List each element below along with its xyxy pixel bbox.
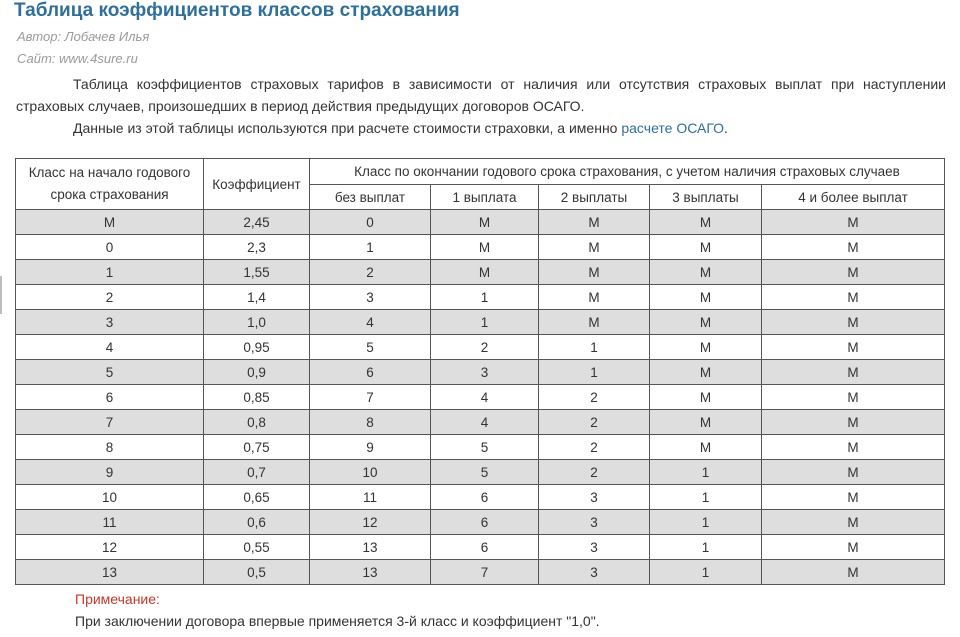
cell-2-payments: 3 <box>539 535 650 560</box>
cell-coefficient: 2,45 <box>204 210 310 235</box>
cell-2-payments: М <box>539 210 650 235</box>
cell-4-plus-payments: М <box>762 360 945 385</box>
page-title: Таблица коэффициентов классов страхования <box>14 0 460 21</box>
cell-2-payments: М <box>539 285 650 310</box>
cell-coefficient: 0,75 <box>204 435 310 460</box>
cell-no-payments: 7 <box>310 385 431 410</box>
table-row <box>16 485 945 510</box>
cell-no-payments: 13 <box>310 560 431 585</box>
table-row <box>16 310 945 335</box>
cell-4-plus-payments: М <box>762 510 945 535</box>
site-line: Сайт: www.4sure.ru <box>17 51 138 66</box>
cell-4-plus-payments: М <box>762 235 945 260</box>
cell-coefficient: 1,4 <box>204 285 310 310</box>
cell-1-payment: М <box>431 260 539 285</box>
cell-3-payments: М <box>650 260 762 285</box>
cell-class-start: 0 <box>16 235 204 260</box>
cell-coefficient: 0,9 <box>204 360 310 385</box>
cell-2-payments: М <box>539 310 650 335</box>
header-4-plus-payments: 4 и более выплат <box>762 185 945 210</box>
cell-coefficient: 0,8 <box>204 410 310 435</box>
cell-2-payments: 2 <box>539 460 650 485</box>
cell-coefficient: 0,95 <box>204 335 310 360</box>
cell-3-payments: 1 <box>650 535 762 560</box>
cell-coefficient: 0,55 <box>204 535 310 560</box>
cell-4-plus-payments: М <box>762 260 945 285</box>
cell-class-start: 8 <box>16 435 204 460</box>
cell-coefficient: 0,7 <box>204 460 310 485</box>
intro-paragraph-1: Таблица коэффициентов страховых тарифов в зависимости от наличия или отсутствия страховых выплат при наступлении страховых случаев, произошедших в период действия предыдущих договоров ОСАГО. <box>16 76 946 114</box>
cell-4-plus-payments: М <box>762 285 945 310</box>
note-text: При заключении договора впервые применяется 3-й класс и коэффициент "1,0". <box>75 613 600 629</box>
cell-class-start: М <box>16 210 204 235</box>
cell-class-start: 10 <box>16 485 204 510</box>
cell-3-payments: 1 <box>650 560 762 585</box>
cell-class-start: 3 <box>16 310 204 335</box>
header-no-payments: без выплат <box>310 185 431 210</box>
cell-3-payments: М <box>650 310 762 335</box>
cell-4-plus-payments: М <box>762 560 945 585</box>
osago-calc-link[interactable]: расчете ОСАГО <box>621 120 725 136</box>
cell-3-payments: М <box>650 285 762 310</box>
cell-class-start: 6 <box>16 385 204 410</box>
table-row <box>16 235 945 260</box>
table-row <box>16 285 945 310</box>
table-row <box>16 260 945 285</box>
intro-text <box>16 73 946 139</box>
cell-class-start: 9 <box>16 460 204 485</box>
cell-4-plus-payments: М <box>762 210 945 235</box>
cell-4-plus-payments: М <box>762 385 945 410</box>
cell-1-payment: 3 <box>431 360 539 385</box>
cell-no-payments: 13 <box>310 535 431 560</box>
cell-4-plus-payments: М <box>762 335 945 360</box>
cell-class-start: 13 <box>16 560 204 585</box>
cell-3-payments: М <box>650 410 762 435</box>
cell-4-plus-payments: М <box>762 460 945 485</box>
table-row <box>16 435 945 460</box>
cell-3-payments: М <box>650 235 762 260</box>
cell-no-payments: 6 <box>310 360 431 385</box>
cell-coefficient: 1,0 <box>204 310 310 335</box>
cell-no-payments: 1 <box>310 235 431 260</box>
cell-no-payments: 5 <box>310 335 431 360</box>
table-row <box>16 410 945 435</box>
cell-class-start: 11 <box>16 510 204 535</box>
cell-4-plus-payments: М <box>762 485 945 510</box>
intro-paragraph-2-text: Данные из этой таблицы используются при расчете стоимости страховки, а именно <box>73 120 622 136</box>
cell-3-payments: М <box>650 435 762 460</box>
cell-4-plus-payments: М <box>762 310 945 335</box>
left-edge-bar <box>0 276 2 314</box>
cell-1-payment: 6 <box>431 485 539 510</box>
table-row <box>16 335 945 360</box>
cell-2-payments: М <box>539 235 650 260</box>
cell-4-plus-payments: М <box>762 535 945 560</box>
cell-class-start: 2 <box>16 285 204 310</box>
cell-class-start: 5 <box>16 360 204 385</box>
header-class-start: Класс на начало годового срока страхования <box>16 159 204 210</box>
cell-no-payments: 8 <box>310 410 431 435</box>
cell-1-payment: 6 <box>431 510 539 535</box>
cell-3-payments: М <box>650 360 762 385</box>
table-row <box>16 385 945 410</box>
cell-3-payments: М <box>650 210 762 235</box>
cell-3-payments: М <box>650 335 762 360</box>
note-label: Примечание: <box>75 591 160 607</box>
cell-2-payments: 2 <box>539 385 650 410</box>
intro-paragraph-2 <box>16 117 946 139</box>
cell-coefficient: 0,6 <box>204 510 310 535</box>
cell-2-payments: 2 <box>539 435 650 460</box>
cell-2-payments: М <box>539 260 650 285</box>
header-3-payments: 3 выплаты <box>650 185 762 210</box>
coefficient-table <box>15 158 945 585</box>
cell-4-plus-payments: М <box>762 435 945 460</box>
cell-3-payments: 1 <box>650 485 762 510</box>
cell-1-payment: 4 <box>431 385 539 410</box>
cell-1-payment: 7 <box>431 560 539 585</box>
cell-1-payment: 2 <box>431 335 539 360</box>
cell-1-payment: 4 <box>431 410 539 435</box>
cell-coefficient: 0,85 <box>204 385 310 410</box>
cell-1-payment: 6 <box>431 535 539 560</box>
cell-no-payments: 0 <box>310 210 431 235</box>
cell-class-start: 1 <box>16 260 204 285</box>
cell-4-plus-payments: М <box>762 410 945 435</box>
cell-2-payments: 1 <box>539 335 650 360</box>
cell-1-payment: М <box>431 235 539 260</box>
cell-no-payments: 2 <box>310 260 431 285</box>
table-row <box>16 360 945 385</box>
cell-coefficient: 0,5 <box>204 560 310 585</box>
cell-no-payments: 12 <box>310 510 431 535</box>
cell-2-payments: 2 <box>539 410 650 435</box>
cell-no-payments: 10 <box>310 460 431 485</box>
cell-1-payment: 1 <box>431 285 539 310</box>
cell-1-payment: 5 <box>431 460 539 485</box>
table-body <box>16 210 945 585</box>
intro-paragraph-2-end: . <box>724 120 728 136</box>
cell-no-payments: 3 <box>310 285 431 310</box>
cell-1-payment: М <box>431 210 539 235</box>
cell-3-payments: 1 <box>650 510 762 535</box>
table-row <box>16 210 945 235</box>
author-line: Автор: Лобачев Илья <box>17 29 150 44</box>
cell-2-payments: 3 <box>539 560 650 585</box>
cell-no-payments: 9 <box>310 435 431 460</box>
cell-3-payments: М <box>650 385 762 410</box>
header-coefficient: Коэффициент <box>204 159 310 210</box>
cell-3-payments: 1 <box>650 460 762 485</box>
cell-2-payments: 3 <box>539 485 650 510</box>
table-row <box>16 460 945 485</box>
cell-1-payment: 5 <box>431 435 539 460</box>
cell-2-payments: 3 <box>539 510 650 535</box>
table-row <box>16 510 945 535</box>
cell-no-payments: 11 <box>310 485 431 510</box>
table-row <box>16 535 945 560</box>
cell-1-payment: 1 <box>431 310 539 335</box>
cell-coefficient: 2,3 <box>204 235 310 260</box>
header-1-payment: 1 выплата <box>431 185 539 210</box>
cell-class-start: 4 <box>16 335 204 360</box>
cell-no-payments: 4 <box>310 310 431 335</box>
cell-coefficient: 0,65 <box>204 485 310 510</box>
cell-class-start: 12 <box>16 535 204 560</box>
table-row <box>16 560 945 585</box>
cell-coefficient: 1,55 <box>204 260 310 285</box>
cell-2-payments: 1 <box>539 360 650 385</box>
header-2-payments: 2 выплаты <box>539 185 650 210</box>
header-class-end-group: Класс по окончании годового срока страхования, с учетом наличия страховых случаев <box>310 159 945 185</box>
cell-class-start: 7 <box>16 410 204 435</box>
